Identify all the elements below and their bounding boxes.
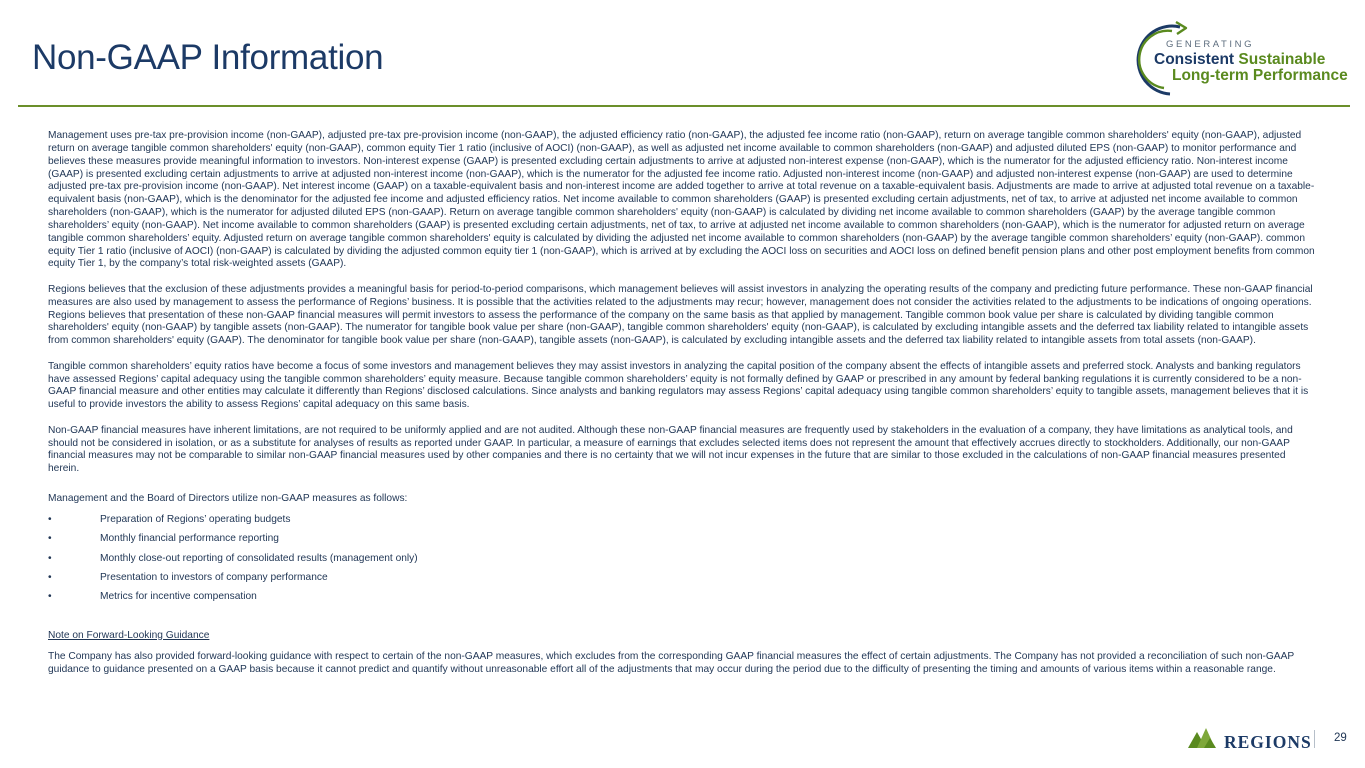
list-item [48, 572, 1316, 591]
header-divider [18, 105, 1350, 107]
footer-separator [1314, 730, 1315, 748]
badge-generating-text: GENERATING [1166, 39, 1255, 50]
page-number: 29 [1334, 732, 1347, 744]
list-item [48, 533, 1316, 552]
list-intro: Management and the Board of Directors utilize non-GAAP measures as follows: [48, 493, 408, 505]
regions-logo-icon [1188, 728, 1220, 748]
note-text: The Company has also provided forward-looking guidance with respect to certain of the non-GAAP measures, which excludes from the corresponding GAAP financial measures the effect of certain adjustments. The Company has not provided a reconciliation of such non-GAAP guidance to guidance presented on a GAAP basis because it cannot predict and quantify without unreasonable effort all of the adjustments that may occur during the period due to the difficulty of presenting the timing and amounts of various items within a reasonable range. [48, 650, 1295, 675]
list-item [48, 553, 1316, 572]
list-item-text: Preparation of Regions’ operating budgets [100, 513, 291, 525]
bullet-icon: • [48, 513, 52, 525]
paragraph-exclusion-rationale: Regions believes that the exclusion of these adjustments provides a meaningful basis for period-to-period comparisons, which management believes will assist investors in analyzing the operating results of the company and predicting future performance. These non-GAAP financial measures are also used by management to assess the performance of Regions’ business. It is possible that the activities related to the adjustments may recur; however, management does not consider the activities related to the adjustments to be indications of ongoing operations. Regions believes that presentation of these non-GAAP financial measures will permit investors to assess the performance of the company on the same basis as that applied by management. Tangible common book value per share is calculated by dividing tangible common shareholders' equity (non-GAAP) by tangible assets (non-GAAP). The numerator for tangible book value per share (non-GAAP), tangible common shareholders' equity (non-GAAP), is calculated by excluding intangible assets and the deferred tax liability related to intangible assets from common shareholders' equity (GAAP). The denominator for tangible book value per share (non-GAAP), tangible assets (non-GAAP), is calculated by excluding intangible assets and the deferred tax liability related to intangible assets from total assets (non-GAAP). [48, 283, 1313, 347]
note-heading: Note on Forward-Looking Guidance [48, 629, 210, 641]
paragraph-non-gaap-measures: Management uses pre-tax pre-provision income (non-GAAP), adjusted pre-tax pre-provision income (non-GAAP), the adjusted efficiency ratio (non-GAAP), the adjusted fee income ratio (non-GAAP), return on average tangible common shareholders' equity (non-GAAP), adjusted return on average tangible common shareholders' equity (non-GAAP), common equity Tier 1 ratio (inclusive of AOCI) (non-GAAP), as well as adjusted net income available to common shareholders (non-GAAP) and adjusted diluted EPS (non-GAAP) to monitor performance and believes these measures provide meaningful information to investors. Non-interest expense (GAAP) is presented excluding certain adjustments to arrive at adjusted non-interest expense (non-GAAP), which is the numerator for the adjusted efficiency ratio. Non-interest income (GAAP) is presented excluding certain adjustments to arrive at adjusted non-interest income (non-GAAP), which is the numerator for the adjusted fee income ratio. Adjusted non-interest income (non-GAAP) and adjusted non-interest expense (non-GAAP) are used to determine adjusted pre-tax pre-provision income (non-GAAP). Net interest income (GAAP) on a taxable-equivalent basis and non-interest income are added together to arrive at total revenue on a taxable-equivalent basis. Adjustments are made to arrive at adjusted total revenue on a taxable-equivalent basis (non-GAAP), which is the denominator for the adjusted fee income and adjusted efficiency ratios. Net income available to common shareholders (GAAP) is presented excluding certain adjustments, net of tax, to arrive at adjusted net income available to common shareholders (non-GAAP), which is the numerator for adjusted diluted EPS (non-GAAP). Return on average tangible common shareholders' equity (non-GAAP) is calculated by dividing net income available to common shareholders (GAAP) by the average tangible common shareholders’ equity (non-GAAP). Net income available to common shareholders (GAAP) is presented excluding certain adjustments, net of tax, to arrive at adjusted net income available to common shareholders (non-GAAP), which is the numerator for adjusted return on average tangible common shareholders’ equity. Adjusted return on average tangible common shareholders' equity is calculated by dividing the adjusted net income available to common shareholders (non-GAAP) by the average tangible common shareholders’ equity (non-GAAP). common equity Tier 1 ratio (inclusive of AOCI) (non-GAAP) is calculated by dividing the adjusted common equity tier 1 (non-GAAP), which is arrived at by excluding the AOCI loss on securities and AOCI loss on defined benefit pension plans and other post employment benefits from common equity Tier 1, by the company’s total risk-weighted assets (GAAP). [48, 130, 1315, 270]
list-item-text: Monthly close-out reporting of consolidated results (management only) [100, 552, 418, 564]
bullet-icon: • [48, 591, 52, 603]
body-content [48, 130, 1316, 689]
page-title: Non-GAAP Information [32, 38, 384, 77]
list-item [48, 514, 1316, 533]
paragraph-tangible-equity: Tangible common shareholders’ equity ratios have become a focus of some investors and management believes they may assist investors in analyzing the capital position of the company absent the effects of intangible assets and preferred stock. Analysts and banking regulators have assessed Regions’ capital adequacy using the tangible common shareholders’ equity measure. Because tangible common shareholders’ equity is not formally defined by GAAP or prescribed in any amount by federal banking regulations it is currently considered to be a non-GAAP financial measure and other entities may calculate it differently than Regions’ disclosed calculations. Since analysts and banking regulators may assess Regions’ capital adequacy using tangible common shareholders’ equity to tangible assets, management believes that it is useful to provide investors the ability to assess Regions’ capital adequacy on this same basis. [48, 360, 1309, 411]
bullet-list [48, 514, 1316, 611]
list-item-text: Presentation to investors of company performance [100, 572, 328, 584]
bullet-icon: • [48, 572, 52, 584]
list-item-text: Metrics for incentive compensation [100, 591, 257, 603]
badge-long-term-text: Long-term Performance [1172, 67, 1348, 84]
bullet-icon: • [48, 552, 52, 564]
badge-sustainable-text: Sustainable [1238, 51, 1326, 68]
badge-consistent-text: Consistent [1154, 51, 1235, 68]
list-item-text: Monthly financial performance reporting [100, 533, 279, 545]
bullet-icon: • [48, 533, 52, 545]
generating-sustainable-performance-badge [1128, 20, 1350, 98]
regions-logo-text: REGIONS [1224, 732, 1312, 752]
paragraph-limitations: Non-GAAP financial measures have inherent limitations, are not required to be uniformly applied and are not audited. Although these non-GAAP financial measures are frequently used by stakeholders in the evaluation of a company, they have limitations as analytical tools, and should not be considered in isolation, or as a substitute for analyses of results as reported under GAAP. In particular, a measure of earnings that excludes selected items does not represent the amount that effectively accrues directly to stockholders. Additionally, our non-GAAP financial measures may not be comparable to similar non-GAAP financial measures used by other companies and there is no certainty that we will not incur expenses in the future that are similar to those excluded in the calculations of non-GAAP financial measures presented herein. [48, 424, 1293, 475]
list-item [48, 591, 1316, 610]
